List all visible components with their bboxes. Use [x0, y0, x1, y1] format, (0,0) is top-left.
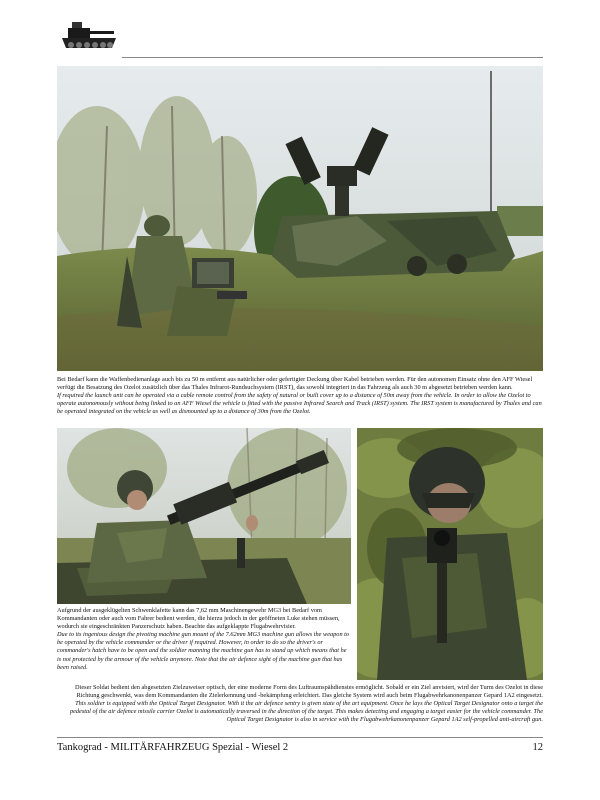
caption-bottom — [57, 684, 543, 724]
caption-bottom-german: Dieser Soldat bedient den abgesetzten Zielzuweiser optisch, der eine moderne Form des Luftraumspähdienstes ermöglicht. Sobald er ein Ziel anvisiert, wird der Turm des Ozelot in diese Richtung geschwenkt, was dem Kommandanten die Zielerkennung und -bekämpfung erleichtert. Das gleiche System wird auch beim Flugabwehrkanonenpanzer Gepard 1A2 eingesetzt. — [75, 684, 543, 700]
photo-ozelot-remote-operation — [57, 66, 543, 371]
caption-top — [57, 376, 543, 416]
photo-mg3-machine-gun — [57, 428, 351, 604]
header-rule — [122, 57, 543, 58]
caption-bottom-english: This soldier is equipped with the Optical Target Designator. With it the air defence sentry is given state of the art equipment. Once he lays the Optical Target Designator onto a target the pedestal of the air defence missile carrier Ozelot is automatically traversed in the direction of the target. This makes detecting and engaging a target easier for the vehicle commander. The Optical Target Designator is also in service with the Flugabwehrkanonenpanzer Gepard 1A2 self-propelled anti-aircraft gun. — [69, 700, 543, 724]
footer-rule — [57, 737, 543, 738]
page-number: 12 — [532, 742, 543, 753]
caption-left-english: Due to its ingenious design the pivoting machine gun mount of the 7.62mm MG3 machine gun allows the weapon to be operated by the vehicle commander or the driver if required. However, in order to do so the driver's or commander's hatch have to be open and the soldier manning the machine gun has to stand up which means that he is not protected by the armour of the vehicle anymore. Note that the air defence sight of the machine gun that has been raised. — [57, 631, 350, 671]
caption-top-german: Bei Bedarf kann die Waffenbedienanlage auch bis zu 50 m entfernt aus natürlicher oder gefertigter Deckung über Kabel betrieben werden. Für den autonomen Einsatz ohne den AFF Wiesel verfügt die Besatzung des Ozelot zusätzlich über das Thales Infrarot-Rundsuchsystem (IRST), das sowohl integriert in das Fahrzeug als auch 30 m abgesetzt betrieben werden kann. — [57, 376, 533, 392]
caption-left — [57, 607, 351, 672]
caption-top-english: If required the launch unit can be operated via a cable remote control from the safety of natural or built cover up to a distance of 50m away from the vehicle. In order to allow the Ozelot to operate autonomously without being linked to an AFF Wiesel the vehicle is fitted with the passive Infrared Search and Track (IRST) system. The IRST system is manufactured by Thales and can be operated integrated on the vehicle as well as dismounted up to a distance of 30m from the Ozelot. — [57, 392, 542, 416]
photo-optical-target-designator — [357, 428, 543, 680]
caption-left-german: Aufgrund der ausgeklügelten Schwenklafette kann das 7,62 mm Maschinengewehr MG3 bei Bedarf vom Kommandanten oder auch vom Fahrer bedient werden, die hierzu jedoch in der geöffneten Luke stehen müssen, wodurch sie eingeschränkten Panzerschutz haben. Beachte das aufgeklappte Flugabwehrvisier. — [57, 607, 340, 631]
tank-logo-icon — [60, 18, 118, 56]
footer-title: Tankograd - MILITÄRFAHRZEUG Spezial - Wiesel 2 — [57, 742, 289, 753]
